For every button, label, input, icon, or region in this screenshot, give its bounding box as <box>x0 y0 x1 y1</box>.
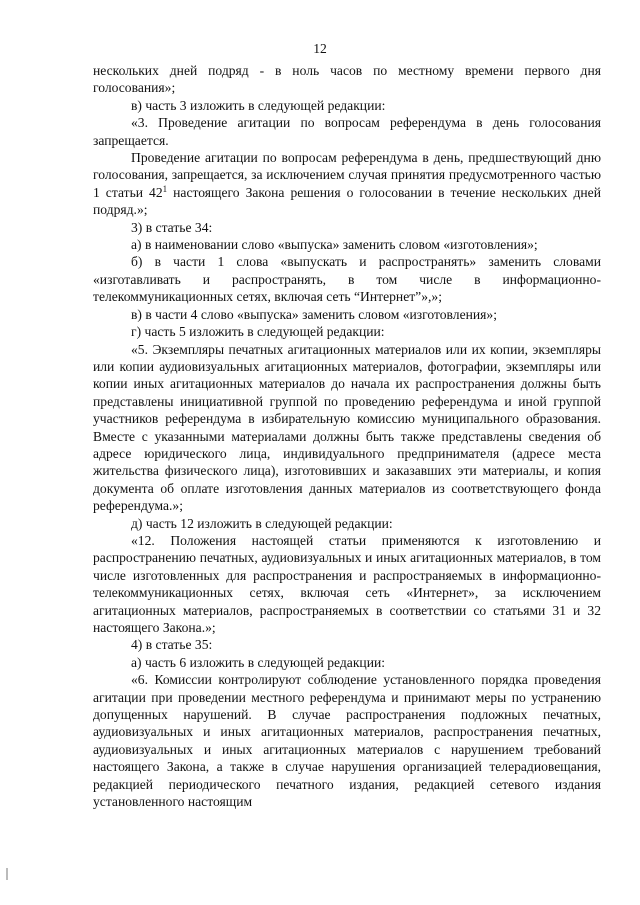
paragraph-4 <box>93 149 601 219</box>
paragraph-12: «12. Положения настоящей статьи применяются к изготовлению и распространению печатных, аудиовизуальных и иных агитационных материалов, в том числе изготовленных для распространения и распространяемых в информационно-телекоммуникационных сетях, включая сеть «Интернет», за исключением агитационных материалов, распространяемых в соответствии со статьями 31 и 32 настоящего Закона.»; <box>93 532 601 635</box>
paragraph-7: б) в части 1 слова «выпускать и распространять» заменить словами «изготавливать и распространять, в том числе в информационно-телекоммуникационных сетях, включая сеть “Интернет”»,»; <box>93 254 601 305</box>
paragraph-4-text-after: настоящего Закона решения о голосовании в течение нескольких дней подряд.»; <box>93 184 601 218</box>
article-superscript: 1 <box>162 183 168 194</box>
paragraph-13: 4) в статье 35: <box>131 637 213 653</box>
page-number: 12 <box>313 41 327 56</box>
scan-edge-mark <box>6 868 8 880</box>
paragraph-11: д) часть 12 изложить в следующей редакции: <box>131 515 393 531</box>
paragraph-9: г) часть 5 изложить в следующей редакции: <box>131 324 385 340</box>
paragraph-15: «6. Комиссии контролируют соблюдение установленного порядка проведения агитации при проведении местного референдума и принимают меры по устранению допущенных нарушений. В случае распространения подложных печатных, аудиовизуальных и иных агитационных материалов, распространения печатных, аудиовизуальных и иных агитационных материалов с нарушением требований настоящего Закона, а также в случае нарушения организацией телерадиовещания, редакцией периодического печатного издания, редакцией сетевого издания установленного настоящим <box>93 672 601 810</box>
paragraph-10: «5. Экземпляры печатных агитационных материалов или их копии, экземпляры или копии аудиовизуальных агитационных материалов, фотографии, экземпляры или копии иных агитационных материалов до начала их распространения должны быть представлены инициативной группой по проведению референдума и иной группой участников референдума в избирательную комиссию муниципального образования. Вместе с указанными материалами должны быть также представлены сведения об адресе юридического лица, индивидуального предпринимателя (адресе места жительства физического лица), изготовивших и заказавших эти материалы, и копия документа об оплате изготовления данных материалов из соответствующего фонда референдума.»; <box>93 341 601 514</box>
paragraph-3: «3. Проведение агитации по вопросам референдума в день голосования запрещается. <box>93 115 601 148</box>
paragraph-1: нескольких дней подряд - в ноль часов по местному времени первого дня голосования»; <box>93 63 601 96</box>
paragraph-8: в) в части 4 слово «выпуска» заменить словом «изготовления»; <box>131 306 497 322</box>
paragraph-2: в) часть 3 изложить в следующей редакции: <box>131 97 386 113</box>
paragraph-6: а) в наименовании слово «выпуска» заменить словом «изготовления»; <box>131 237 538 253</box>
paragraph-14: а) часть 6 изложить в следующей редакции: <box>131 654 386 670</box>
document-body <box>93 62 601 810</box>
paragraph-4-text-before: Проведение агитации по вопросам референдума в день, предшествующий дню голосования, запрещается, за исключением случая принятия предусмотренного частью 1 статьи 42 <box>93 150 601 200</box>
paragraph-5: 3) в статье 34: <box>131 219 213 235</box>
